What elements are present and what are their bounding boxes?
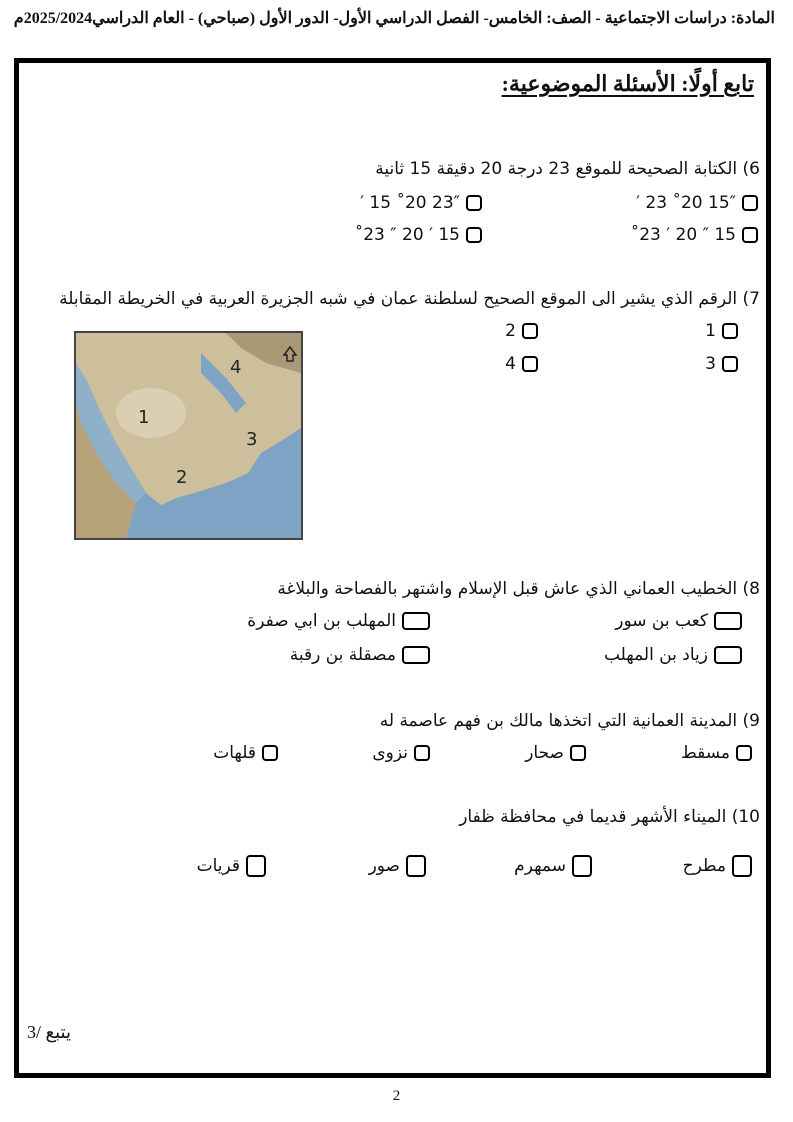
checkbox-icon[interactable] bbox=[572, 855, 592, 877]
checkbox-icon[interactable] bbox=[522, 356, 538, 372]
q6-option-d[interactable] bbox=[355, 225, 482, 245]
q10-option-c[interactable] bbox=[369, 855, 426, 877]
q7-option-4-label: 4 bbox=[505, 354, 516, 374]
q8-option-a-label: كعب بن سور bbox=[615, 611, 708, 631]
q7-option-3[interactable] bbox=[705, 354, 738, 374]
checkbox-icon[interactable] bbox=[722, 323, 738, 339]
checkbox-icon[interactable] bbox=[714, 612, 742, 630]
q9-option-d-label: قلهات bbox=[213, 743, 256, 763]
q7-option-1[interactable] bbox=[705, 321, 738, 341]
page-number: 2 bbox=[392, 1088, 401, 1104]
q10-option-a-label: مطرح bbox=[682, 856, 726, 876]
checkbox-icon[interactable] bbox=[732, 855, 752, 877]
q10-option-b-label: سمهرم bbox=[514, 856, 566, 876]
checkbox-icon[interactable] bbox=[262, 745, 278, 761]
exam-header: المادة: دراسات الاجتماعية - الصف: الخامس- الفصل الدراسي الأول- الدور الأول (صباحي) - العام الدراسي2025/2024م bbox=[13, 10, 775, 27]
q8-option-b-label: المهلب بن ابي صفرة bbox=[247, 611, 396, 631]
q8-option-d-label: مصقلة بن رقبة bbox=[289, 645, 396, 665]
q7-option-2[interactable] bbox=[505, 321, 538, 341]
checkbox-icon[interactable] bbox=[246, 855, 266, 877]
checkbox-icon[interactable] bbox=[406, 855, 426, 877]
checkbox-icon[interactable] bbox=[742, 227, 758, 243]
checkbox-icon[interactable] bbox=[402, 646, 430, 664]
checkbox-icon[interactable] bbox=[722, 356, 738, 372]
checkbox-icon[interactable] bbox=[414, 745, 430, 761]
q10-option-d[interactable] bbox=[197, 855, 266, 877]
map-label-3: 3 bbox=[246, 429, 258, 450]
q9-option-c-label: نزوى bbox=[372, 743, 408, 763]
q9-option-a-label: مسقط bbox=[680, 743, 730, 763]
q10-option-d-label: قريات bbox=[196, 856, 240, 876]
q7-option-1-label: 1 bbox=[705, 321, 716, 341]
checkbox-icon[interactable] bbox=[466, 195, 482, 211]
map-label-1: 1 bbox=[138, 407, 150, 428]
question-10: 10) الميناء الأشهر قديما في محافظة ظفار bbox=[459, 807, 760, 827]
map-label-2: 2 bbox=[176, 467, 188, 488]
checkbox-icon[interactable] bbox=[522, 323, 538, 339]
checkbox-icon[interactable] bbox=[466, 227, 482, 243]
map-graphic bbox=[76, 333, 301, 538]
q9-option-a[interactable] bbox=[681, 743, 752, 763]
q7-option-3-label: 3 bbox=[705, 354, 716, 374]
q8-option-c[interactable] bbox=[604, 645, 742, 665]
q6-option-d-label: 15 ′ 20 ″ 23˚ bbox=[354, 225, 460, 245]
checkbox-icon[interactable] bbox=[742, 195, 758, 211]
q9-option-b[interactable] bbox=[525, 743, 586, 763]
arabian-peninsula-map bbox=[74, 331, 303, 540]
q9-option-d[interactable] bbox=[213, 743, 278, 763]
continue-note: يتبع /3 bbox=[27, 1022, 71, 1042]
question-9: 9) المدينة العمانية التي اتخذها مالك بن فهم عاصمة له bbox=[379, 711, 760, 731]
question-7: 7) الرقم الذي يشير الى الموقع الصحيح لسلطنة عمان في شبه الجزيرة العربية في الخريطة المقابلة bbox=[59, 289, 760, 309]
checkbox-icon[interactable] bbox=[570, 745, 586, 761]
checkbox-icon[interactable] bbox=[714, 646, 742, 664]
exam-frame bbox=[14, 58, 771, 1078]
q6-option-b-label: 23″ 20˚ 15 ′ bbox=[360, 193, 460, 213]
question-8: 8) الخطيب العماني الذي عاش قبل الإسلام واشتهر بالفصاحة والبلاغة bbox=[277, 579, 760, 599]
q6-option-c-label: 15 ″ 20 ′ 23˚ bbox=[630, 225, 736, 245]
q6-option-a[interactable] bbox=[636, 193, 758, 213]
map-label-4: 4 bbox=[230, 357, 242, 378]
q10-option-b[interactable] bbox=[514, 855, 592, 877]
q8-option-a[interactable] bbox=[615, 611, 742, 631]
q7-option-4[interactable] bbox=[505, 354, 538, 374]
q7-option-2-label: 2 bbox=[505, 321, 516, 341]
q6-option-a-label: 15″ 20˚ 23 ′ bbox=[636, 193, 736, 213]
q9-option-c[interactable] bbox=[372, 743, 430, 763]
q9-option-b-label: صحار bbox=[525, 743, 564, 763]
q6-option-c[interactable] bbox=[631, 225, 758, 245]
q10-option-c-label: صور bbox=[368, 856, 400, 876]
checkbox-icon[interactable] bbox=[736, 745, 752, 761]
q8-option-d[interactable] bbox=[290, 645, 430, 665]
q6-option-b[interactable] bbox=[360, 193, 482, 213]
q8-option-b[interactable] bbox=[247, 611, 430, 631]
question-6: 6) الكتابة الصحيحة للموقع 23 درجة 20 دقيقة 15 ثانية bbox=[375, 159, 760, 179]
q8-option-c-label: زياد بن المهلب bbox=[603, 645, 708, 665]
section-title: تابع أولًا: الأسئلة الموضوعية: bbox=[501, 71, 754, 96]
q10-option-a[interactable] bbox=[683, 855, 752, 877]
checkbox-icon[interactable] bbox=[402, 612, 430, 630]
